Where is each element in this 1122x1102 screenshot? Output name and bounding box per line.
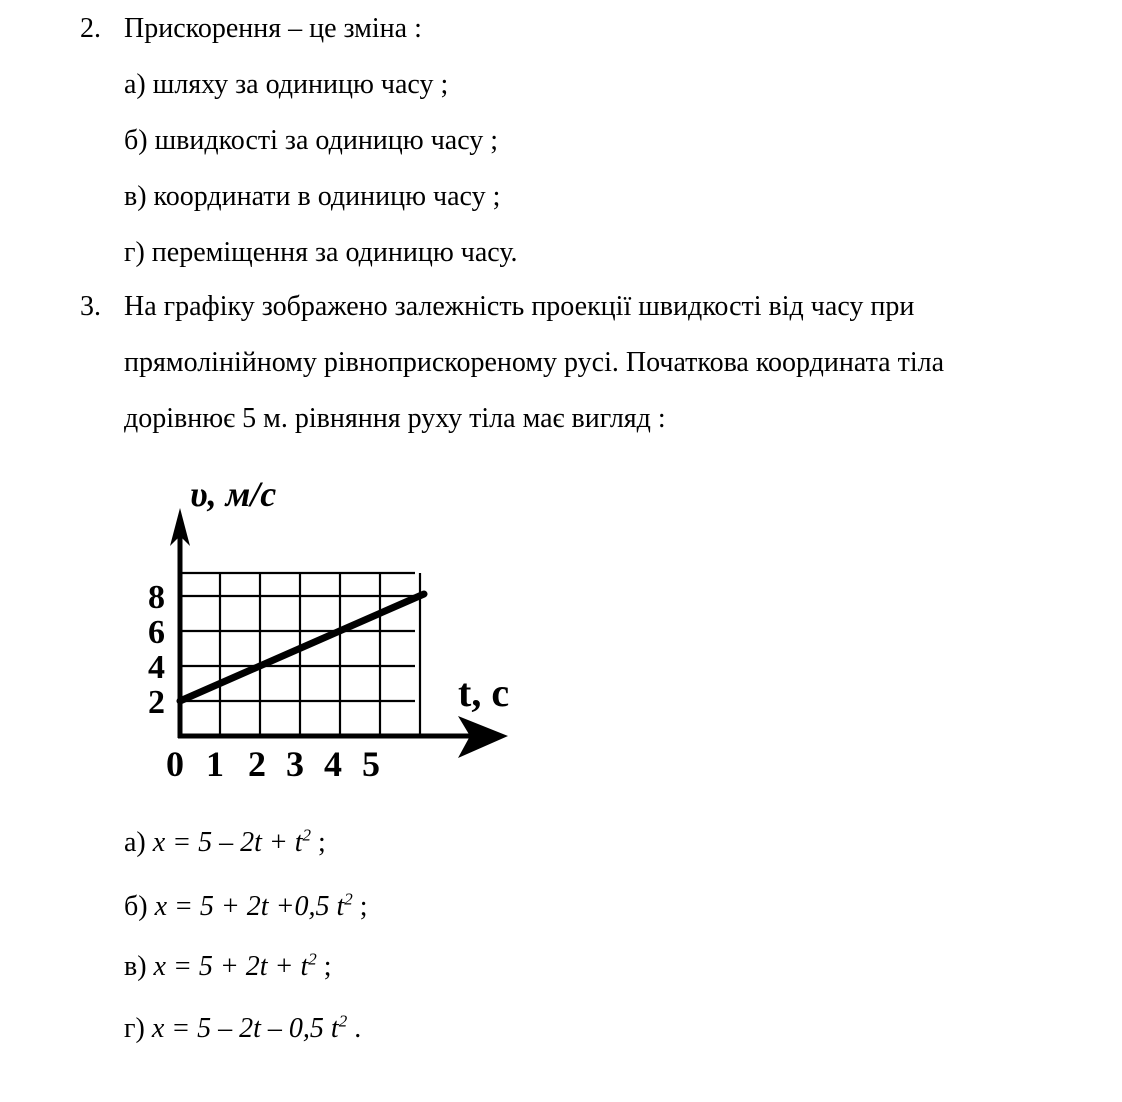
equation-exponent: 2	[308, 949, 317, 969]
q3-text-line-1: На графіку зображено залежність проекції швидкості від часу при	[124, 291, 915, 322]
equation-exponent: 2	[344, 889, 353, 909]
option-equation: x = 5 + 2t + t	[153, 951, 309, 982]
q2-option-a: а) шляху за одиницю часу ;	[124, 69, 449, 100]
q3-option-b	[124, 890, 368, 924]
q2-option-b: б) швидкості за одиницю часу ;	[124, 125, 499, 156]
q2-question: Прискорення – це зміна :	[124, 13, 422, 44]
equation-exponent: 2	[302, 825, 312, 845]
option-letter: б)	[124, 891, 148, 922]
option-equation: x = 5 – 2t + t	[152, 827, 303, 858]
y-tick-label: 8	[148, 579, 165, 616]
chart-grid	[180, 573, 420, 736]
q3-option-a	[124, 826, 326, 860]
option-end: .	[347, 1013, 362, 1044]
option-letter: г)	[124, 1013, 145, 1044]
chart-series	[180, 594, 424, 701]
q3-option-c	[124, 950, 332, 984]
x-tick-label: 4	[324, 744, 342, 784]
x-tick-label: 0	[166, 744, 184, 784]
x-tick-label: 5	[362, 744, 380, 784]
y-tick-label: 2	[148, 684, 165, 721]
x-tick-label: 3	[286, 744, 304, 784]
x-tick-label: 1	[206, 744, 224, 784]
q3-number: 3.	[80, 291, 101, 322]
option-equation: x = 5 – 2t – 0,5 t	[151, 1013, 339, 1044]
option-end: ;	[352, 891, 368, 922]
x-tick-label: 2	[248, 744, 266, 784]
option-end: ;	[311, 827, 326, 858]
option-letter: в)	[124, 951, 147, 982]
q3-text-line-3: дорівнює 5 м. рівняння руху тіла має вигляд :	[124, 403, 666, 434]
velocity-line	[180, 594, 424, 701]
option-letter: а)	[124, 827, 146, 858]
q3-text-line-2: прямолінійному рівноприскореному русі. Початкова координата тіла	[124, 347, 945, 378]
equation-exponent: 2	[338, 1011, 348, 1031]
y-axis-label: υ, м/с	[190, 474, 277, 514]
option-equation: x = 5 + 2t +0,5 t	[154, 891, 345, 922]
q2-option-c: в) координати в одиницю часу ;	[124, 181, 501, 212]
velocity-time-graph	[140, 468, 560, 798]
y-tick-label: 6	[148, 614, 165, 651]
q2-number: 2.	[80, 13, 101, 44]
q2-option-d: г) переміщення за одиницю часу.	[124, 237, 518, 268]
x-axis-label: t, с	[458, 670, 510, 715]
option-end: ;	[316, 951, 332, 982]
q3-option-d	[124, 1012, 361, 1046]
y-tick-label: 4	[148, 649, 165, 686]
